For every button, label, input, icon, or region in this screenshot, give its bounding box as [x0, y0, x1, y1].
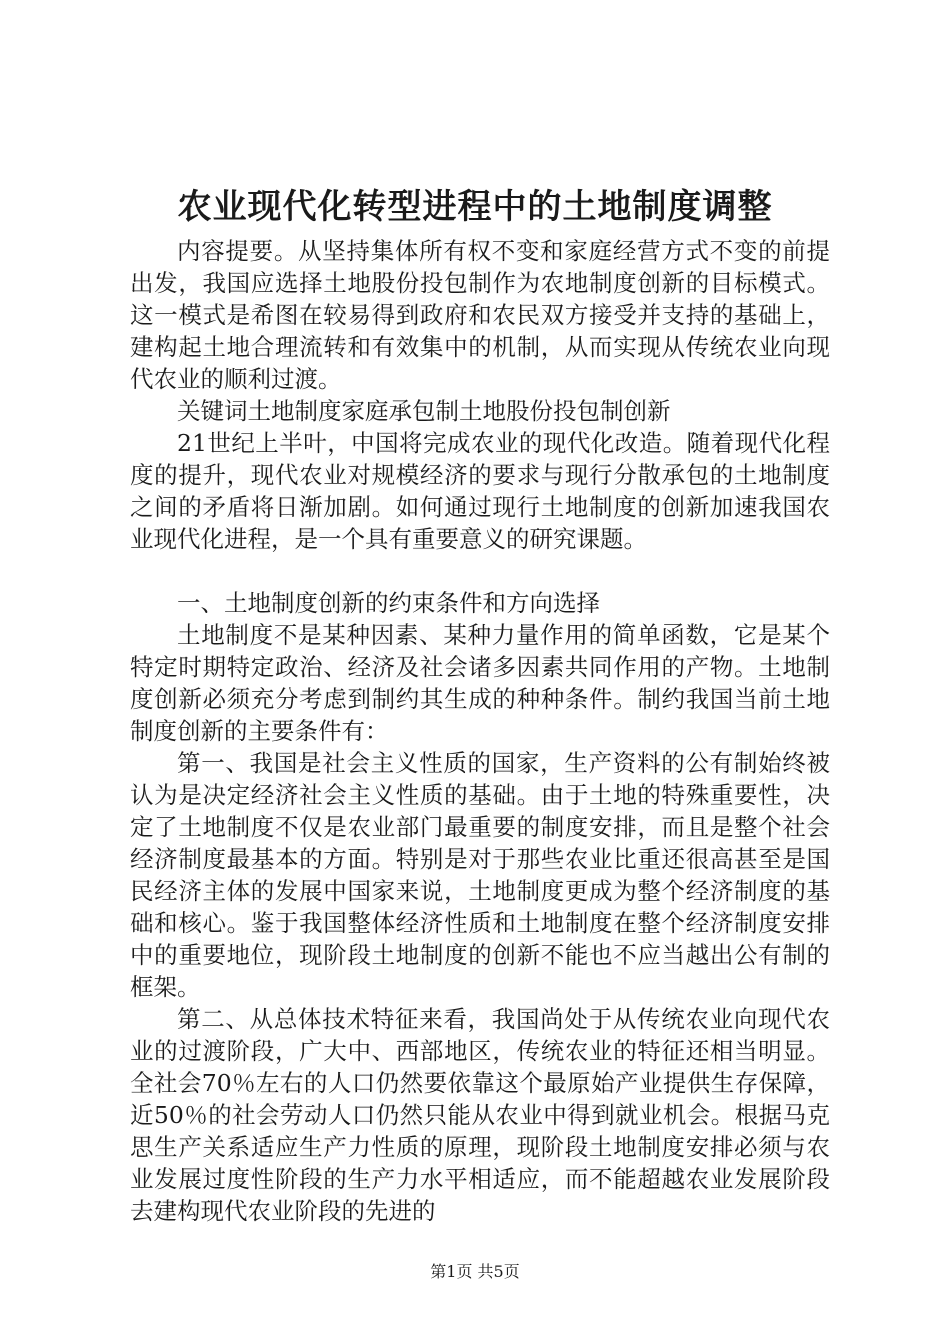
- body-paragraph: 土地制度不是某种因素、某种力量作用的简单函数，它是某个特定时期特定政治、经济及社会诸多因素共同作用的产物。土地制度创新必须充分考虑到制约其生成的种种条件。制约我国当前土地制度创新的主要条件有：: [130, 621, 830, 745]
- document-body: [130, 235, 830, 1227]
- intro-paragraph: 21世纪上半叶，中国将完成农业的现代化改造。随着现代化程度的提升，现代农业对规模经济的要求与现行分散承包的土地制度之间的矛盾将日渐加剧。如何通过现行土地制度的创新加速我国农业现代化进程，是一个具有重要意义的研究课题。: [130, 429, 830, 553]
- keywords-paragraph: 关键词土地制度家庭承包制土地股份投包制创新: [177, 397, 671, 425]
- abstract-paragraph: 内容提要。从坚持集体所有权不变和家庭经营方式不变的前提出发，我国应选择土地股份投包制作为农地制度创新的目标模式。这一模式是希图在较易得到政府和农民双方接受并支持的基础上，建构起土地合理流转和有效集中的机制，从而实现从传统农业向现代农业的顺利过渡。: [130, 237, 830, 393]
- body-paragraph: 第二、从总体技术特征来看，我国尚处于从传统农业向现代农业的过渡阶段，广大中、西部地区，传统农业的特征还相当明显。全社会70％左右的人口仍然要依靠这个最原始产业提供生存保障，近50％的社会劳动人口仍然只能从农业中得到就业机会。根据马克思生产关系适应生产力性质的原理，现阶段土地制度安排必须与农业发展过度性阶段的生产力水平相适应，而不能超越农业发展阶段去建构现代农业阶段的先进的: [130, 1005, 830, 1225]
- document-title: 农业现代化转型进程中的土地制度调整: [177, 187, 773, 227]
- section-heading: 一、土地制度创新的约束条件和方向选择: [177, 589, 600, 617]
- body-paragraph: 第一、我国是社会主义性质的国家，生产资料的公有制始终被认为是决定经济社会主义性质的基础。由于土地的特殊重要性，决定了土地制度不仅是农业部门最重要的制度安排，而且是整个社会经济制度最基本的方面。特别是对于那些农业比重还很高甚至是国民经济主体的发展中国家来说，土地制度更成为整个经济制度的基础和核心。鉴于我国整体经济性质和土地制度在整个经济制度安排中的重要地位，现阶段土地制度的创新不能也不应当越出公有制的框架。: [130, 749, 830, 1001]
- page-number-footer: 第1页 共5页: [430, 1262, 520, 1281]
